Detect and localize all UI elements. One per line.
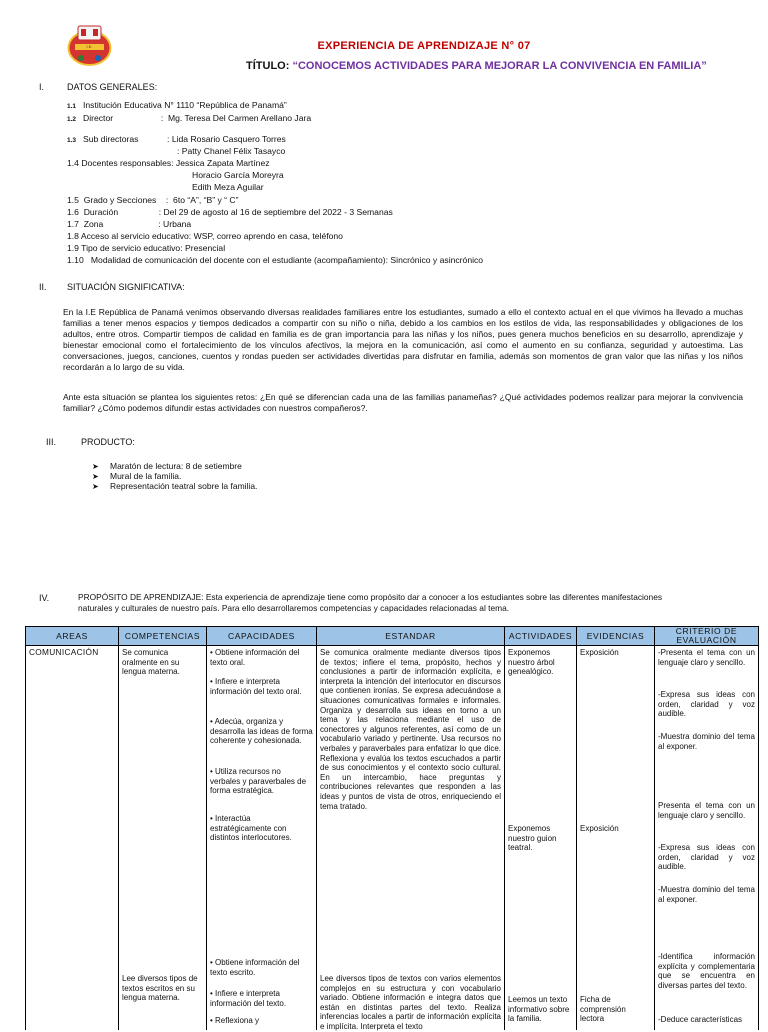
evidencia-item: Exposición (580, 824, 619, 833)
datos-item-3: 1.3 Sub directoras : Lida Rosario Casquero Torres (67, 134, 286, 144)
header-areas: AREAS (26, 627, 119, 646)
table-row (26, 646, 759, 1031)
table-header-row (26, 627, 759, 646)
criterio-item: -Deduce características (658, 1015, 743, 1024)
cell-competencias (119, 646, 207, 1031)
situacion-paragraph-1: En la I.E República de Panamá venimos observando diversas realidades familiares entre los estudiantes, sumado a ello el contexto actual en el que vivimos ha llevado a muchas familias a tener menos espacios y tiempos dedicados a compartir con su niño o niña, debido a los cambios en los estilos de vida, las responsabilidades y obligaciones de los adultos, entre otros. Compartir tiempos de calidad en familia es de gran importancia para las niñas y los niños, pues genera muchos beneficios en su desarrollo, aprendizaje y bienestar emocional como el fortalecimiento de los vínculos afectivos, la mejora en la comunicación, así como el aumento en su confianza, seguridad y autoestima. Las conversaciones, juegos, canciones, cuentos y rondas pueden ser actividades divertidas para disfrutar en familia, además son momentos de gran valor que las niñas y los niños recordarán a lo largo de su vida. (63, 307, 743, 373)
criterio-item: -Expresa sus ideas con orden, claridad y voz audible. (658, 690, 755, 719)
section-producto-number: III. (46, 437, 57, 447)
datos-item-2: 1.2 Director : Mg. Teresa Del Carmen Arellano Jara (67, 113, 312, 123)
datos-grado: 1.5 Grado y Secciones : 6to “A”, “B” y “ C” (67, 195, 239, 205)
section-datos-number: I. (39, 82, 45, 92)
cell-criterios (655, 646, 759, 1031)
section-producto-heading: PRODUCTO: (81, 437, 135, 447)
producto-item: ➤ Representación teatral sobre la familia. (92, 481, 258, 491)
cell-evidencias (577, 646, 655, 1031)
actividad-item: Leemos un texto informativo sobre la familia. (508, 995, 570, 1024)
arrow-bullet-icon: ➤ (92, 462, 99, 471)
section-proposito-number: IV. (39, 593, 50, 603)
header-actividades: ACTIVIDADES (505, 627, 577, 646)
proposito-line-1: PROPÓSITO DE APRENDIZAJE: Esta experiencia de aprendizaje tiene como propósito dar a conocer a los estudiantes sobre las diferentes manifestaciones (78, 592, 663, 602)
datos-modalidad: 1.10 Modalidad de comunicación del docente con el estudiante (acompañamiento): Sincrónico y asincrónico (67, 255, 484, 265)
title-label: TÍTULO: (246, 60, 290, 72)
title-text: “CONOCEMOS ACTIVIDADES PARA MEJORAR LA CONVIVENCIA EN FAMILIA” (292, 60, 707, 72)
header-estandar: ESTANDAR (317, 627, 505, 646)
cell-capacidades (207, 646, 317, 1031)
criterio-item: -Muestra dominio del tema al exponer. (658, 732, 755, 751)
evidencia-item: Ficha de comprensión lectora (580, 995, 626, 1024)
criterio-item: -Presenta el tema con un lenguaje claro y sencillo. (658, 648, 755, 667)
logo-text: I.E. (86, 44, 93, 49)
competencia-oral: Se comunica oralmente en su lengua materna. (122, 648, 180, 677)
producto-item: ➤ Maratón de lectura: 8 de setiembre (92, 461, 242, 471)
datos-docente-3: Edith Meza Aguilar (192, 182, 264, 192)
criterio-item: Presenta el tema con un lenguaje claro y sencillo. (658, 801, 755, 820)
capacidad-item: • Infiere e interpreta información del texto. (210, 989, 287, 1008)
cell-estandar (317, 646, 505, 1031)
capacidad-item: • Utiliza recursos no verbales y paraverbales de forma estratégica. (210, 767, 307, 796)
criterio-item: -Muestra dominio del tema al exponer. (658, 885, 755, 904)
competencias-table (25, 626, 759, 1030)
producto-item: ➤ Mural de la familia. (92, 471, 182, 481)
datos-tipo-servicio: 1.9 Tipo de servicio educativo: Presencial (67, 243, 226, 253)
cell-actividades (505, 646, 577, 1031)
section-situacion-heading: SITUACIÓN SIGNIFICATIVA: (67, 282, 185, 292)
datos-zona: 1.7 Zona : Urbana (67, 219, 192, 229)
capacidad-item: • Reflexiona y (210, 1016, 260, 1025)
capacidad-item: • Obtiene información del texto escrito. (210, 958, 300, 977)
capacidad-item: • Interactúa estratégicamente con distintos interlocutores. (210, 814, 292, 843)
actividad-item: Exponemos nuestro árbol genealógico. (508, 648, 555, 677)
section-datos-heading: DATOS GENERALES: (67, 82, 158, 92)
header-criterio: CRITERIO DE EVALUACIÓN (655, 627, 759, 646)
competencia-lectura: Lee diversos tipos de textos escritos en su lengua materna. (122, 974, 198, 1003)
capacidad-item: • Infiere e interpreta información del texto oral. (210, 677, 302, 696)
datos-subdir-2: : Patty Chanel Félix Tasayco (177, 146, 286, 156)
page-title (246, 60, 707, 72)
estandar-lectura: Lee diversos tipos de textos con varios elementos complejos en su estructura y con vocabulario variado. Obtiene información e integra datos que están en distintas partes del texto. Realiza inferencias locales a partir de información explícita e implícita. Interpreta el texto (320, 974, 501, 1031)
datos-docente-2: Horacio García Moreyra (192, 170, 284, 180)
arrow-bullet-icon: ➤ (92, 482, 99, 491)
arrow-bullet-icon: ➤ (92, 472, 99, 481)
evidencia-item: Exposición (580, 648, 619, 657)
area-label: COMUNICACIÓN (29, 647, 99, 657)
experience-number: EXPERIENCIA DE APRENDIZAJE N° 07 (317, 40, 531, 52)
datos-docentes: 1.4 Docentes responsables: Jessica Zapata Martínez (67, 158, 270, 168)
header-evidencias: EVIDENCIAS (577, 627, 655, 646)
header-competencias: COMPETENCIAS (119, 627, 207, 646)
header-capacidades: CAPACIDADES (207, 627, 317, 646)
capacidad-item: • Obtiene información del texto oral. (210, 648, 300, 667)
datos-duracion: 1.6 Duración : Del 29 de agosto al 16 de septiembre del 2022 - 3 Semanas (67, 207, 393, 217)
cell-area (26, 646, 119, 1031)
estandar-oral: Se comunica oralmente mediante diversos tipos de textos; infiere el tema, propósito, hechos y conclusiones a partir de información explícita, e interpreta la intención del interlocutor en discursos que contienen ironías. Se expresa adecuándose a situaciones comunicativas formales e informales. Organiza y desarrolla sus ideas en torno a un tema y las relaciona mediante el uso de conectores y algunos referentes, así como de un vocabulario variado y pertinente. Usa recursos no verbales y paraverbales para enfatizar lo que dice. Reflexiona y evalúa los textos escuchados a partir de sus conocimientos y el contexto socio cultural. En un intercambio, hace preguntas y contribuciones relevantes que responden a las ideas y puntos de vista de otros, enriqueciendo el tema tratado. (320, 648, 501, 811)
datos-item-1: 1.1 Institución Educativa N° 1110 “República de Panamá” (67, 100, 287, 110)
section-situacion-number: II. (39, 282, 47, 292)
capacidad-item: • Adecúa, organiza y desarrolla las ideas de forma coherente y cohesionada. (210, 717, 313, 746)
actividad-item: Exponemos nuestro guion teatral. (508, 824, 557, 853)
datos-acceso: 1.8 Acceso al servicio educativo: WSP, correo aprendo en casa, teléfono (67, 231, 343, 241)
proposito-line-2: naturales y culturales de nuestro país. Para ello desarrollaremos competencias y capacidades relacionadas al tema. (78, 603, 510, 613)
criterio-item: -Identifica información explícita y complementaria que se encuentra en diversas partes del texto. (658, 952, 755, 990)
situacion-paragraph-2: Ante esta situación se plantea los siguientes retos: ¿En qué se diferencian cada una de las familias panameñas? ¿Qué actividades podemos realizar para mejorar la convivencia familiar? ¿Cómo podemos difundir estas actividades con nuestros compañeros?. (63, 392, 743, 414)
criterio-item: -Expresa sus ideas con orden, claridad y voz audible. (658, 843, 755, 872)
